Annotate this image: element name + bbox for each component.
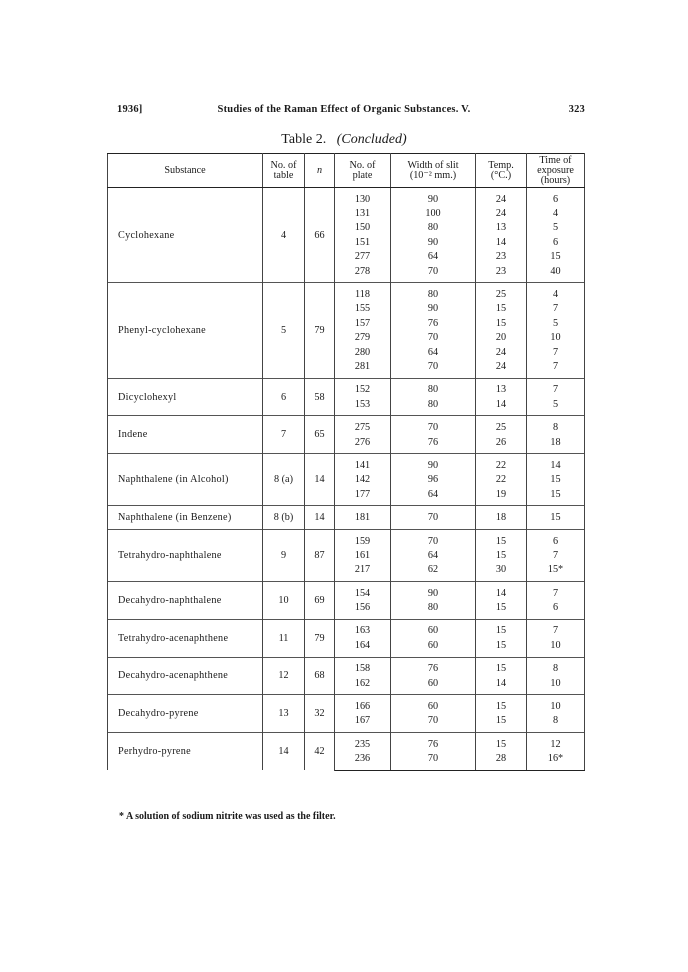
cell-temp: 14 — [476, 676, 527, 695]
cell-temp: 14 — [476, 397, 527, 416]
cell-temp: 24 — [476, 188, 527, 207]
page-number: 323 — [568, 104, 585, 115]
cell-exposure: 8 — [527, 657, 585, 676]
cell-substance: Perhydro-pyrene — [108, 733, 263, 771]
cell-temp: 25 — [476, 416, 527, 435]
cell-plate: 167 — [335, 714, 391, 733]
cell-plate: 141 — [335, 454, 391, 473]
cell-plate: 181 — [335, 506, 391, 529]
cell-slit-width: 100 — [391, 206, 476, 220]
table-caption — [0, 132, 688, 148]
cell-exposure: 4 — [527, 206, 585, 220]
cell-exposure: 10 — [527, 638, 585, 657]
cell-exposure: 8 — [527, 416, 585, 435]
cell-temp: 22 — [476, 454, 527, 473]
cell-temp: 13 — [476, 378, 527, 397]
cell-slit-width: 70 — [391, 331, 476, 345]
cell-slit-width: 60 — [391, 676, 476, 695]
cell-table-no: 14 — [263, 733, 305, 771]
cell-n: 87 — [305, 529, 335, 581]
table-row — [108, 416, 585, 435]
cell-substance: Naphthalene (in Alcohol) — [108, 454, 263, 506]
cell-n: 79 — [305, 619, 335, 657]
table-row — [108, 188, 585, 207]
cell-table-no: 5 — [263, 283, 305, 378]
cell-slit-width: 60 — [391, 695, 476, 714]
cell-temp: 15 — [476, 638, 527, 657]
cell-temp: 26 — [476, 435, 527, 454]
table-header-row — [108, 154, 585, 188]
cell-slit-width: 76 — [391, 316, 476, 330]
cell-table-no: 11 — [263, 619, 305, 657]
cell-n: 66 — [305, 188, 335, 283]
cell-table-no: 13 — [263, 695, 305, 733]
cell-slit-width: 60 — [391, 619, 476, 638]
cell-plate: 162 — [335, 676, 391, 695]
cell-exposure: 8 — [527, 714, 585, 733]
cell-n: 79 — [305, 283, 335, 378]
cell-exposure: 7 — [527, 302, 585, 316]
cell-slit-width: 80 — [391, 283, 476, 302]
cell-n: 65 — [305, 416, 335, 454]
cell-exposure: 15 — [527, 473, 585, 487]
cell-plate: 142 — [335, 473, 391, 487]
cell-plate: 156 — [335, 600, 391, 619]
cell-slit-width: 90 — [391, 581, 476, 600]
cell-temp: 30 — [476, 563, 527, 582]
cell-plate: 280 — [335, 345, 391, 359]
table-footnote: * A solution of sodium nitrite was used as the filter. — [119, 811, 336, 822]
cell-table-no: 6 — [263, 378, 305, 416]
cell-slit-width: 60 — [391, 638, 476, 657]
cell-temp: 20 — [476, 331, 527, 345]
cell-plate: 161 — [335, 548, 391, 562]
cell-temp: 15 — [476, 657, 527, 676]
running-header-year: 1936] — [117, 104, 143, 115]
raman-data-table — [107, 153, 585, 771]
cell-exposure: 5 — [527, 221, 585, 235]
cell-exposure: 10 — [527, 331, 585, 345]
cell-substance: Phenyl-cyclohexane — [108, 283, 263, 378]
cell-temp: 19 — [476, 487, 527, 506]
col-header-no-of-plate: No. of plate — [335, 154, 391, 188]
cell-exposure: 10 — [527, 676, 585, 695]
cell-substance: Decahydro-pyrene — [108, 695, 263, 733]
cell-slit-width: 70 — [391, 264, 476, 283]
cell-exposure: 18 — [527, 435, 585, 454]
cell-n: 14 — [305, 506, 335, 529]
cell-n: 14 — [305, 454, 335, 506]
cell-exposure: 14 — [527, 454, 585, 473]
cell-plate: 235 — [335, 733, 391, 752]
cell-slit-width: 62 — [391, 563, 476, 582]
cell-substance: Cyclohexane — [108, 188, 263, 283]
cell-temp: 15 — [476, 302, 527, 316]
cell-plate: 236 — [335, 752, 391, 771]
cell-temp: 18 — [476, 506, 527, 529]
table-row — [108, 657, 585, 676]
cell-slit-width: 80 — [391, 600, 476, 619]
cell-exposure: 40 — [527, 264, 585, 283]
cell-n: 68 — [305, 657, 335, 695]
cell-slit-width: 64 — [391, 250, 476, 264]
cell-substance: Decahydro-acenaphthene — [108, 657, 263, 695]
cell-slit-width: 70 — [391, 752, 476, 771]
cell-temp: 15 — [476, 619, 527, 638]
cell-exposure: 7 — [527, 359, 585, 378]
cell-exposure: 15 — [527, 250, 585, 264]
table-row — [108, 733, 585, 752]
cell-plate: 155 — [335, 302, 391, 316]
cell-n: 58 — [305, 378, 335, 416]
cell-exposure: 7 — [527, 619, 585, 638]
table-row — [108, 695, 585, 714]
cell-exposure: 7 — [527, 378, 585, 397]
cell-temp: 15 — [476, 733, 527, 752]
cell-temp: 14 — [476, 581, 527, 600]
cell-exposure: 15* — [527, 563, 585, 582]
cell-temp: 23 — [476, 250, 527, 264]
running-header-title: Studies of the Raman Effect of Organic Substances. V. — [217, 104, 471, 115]
cell-exposure: 6 — [527, 188, 585, 207]
table-row — [108, 529, 585, 548]
cell-table-no: 8 (b) — [263, 506, 305, 529]
cell-table-no: 4 — [263, 188, 305, 283]
cell-slit-width: 90 — [391, 188, 476, 207]
cell-temp: 15 — [476, 548, 527, 562]
cell-temp: 15 — [476, 695, 527, 714]
cell-n: 32 — [305, 695, 335, 733]
cell-plate: 166 — [335, 695, 391, 714]
cell-substance: Tetrahydro-naphthalene — [108, 529, 263, 581]
cell-plate: 131 — [335, 206, 391, 220]
cell-table-no: 12 — [263, 657, 305, 695]
cell-exposure: 7 — [527, 581, 585, 600]
cell-temp: 22 — [476, 473, 527, 487]
cell-exposure: 6 — [527, 529, 585, 548]
table-caption-concluded: (Concluded) — [336, 132, 407, 147]
col-header-exposure-time: Time of exposure (hours) — [527, 154, 585, 188]
cell-plate: 279 — [335, 331, 391, 345]
cell-substance: Tetrahydro-acenaphthene — [108, 619, 263, 657]
cell-plate: 217 — [335, 563, 391, 582]
cell-exposure: 15 — [527, 487, 585, 506]
cell-plate: 276 — [335, 435, 391, 454]
cell-n: 69 — [305, 581, 335, 619]
cell-slit-width: 96 — [391, 473, 476, 487]
cell-slit-width: 64 — [391, 548, 476, 562]
table-row — [108, 378, 585, 397]
cell-plate: 164 — [335, 638, 391, 657]
cell-exposure: 16* — [527, 752, 585, 771]
cell-slit-width: 70 — [391, 714, 476, 733]
cell-plate: 278 — [335, 264, 391, 283]
cell-slit-width: 90 — [391, 235, 476, 249]
cell-exposure: 15 — [527, 506, 585, 529]
cell-slit-width: 80 — [391, 378, 476, 397]
cell-substance: Decahydro-naphthalene — [108, 581, 263, 619]
cell-n: 42 — [305, 733, 335, 771]
cell-temp: 14 — [476, 235, 527, 249]
cell-substance: Dicyclohexyl — [108, 378, 263, 416]
cell-exposure: 12 — [527, 733, 585, 752]
cell-slit-width: 70 — [391, 359, 476, 378]
cell-temp: 23 — [476, 264, 527, 283]
cell-exposure: 5 — [527, 397, 585, 416]
cell-temp: 13 — [476, 221, 527, 235]
cell-slit-width: 76 — [391, 435, 476, 454]
col-header-substance: Substance — [108, 154, 263, 188]
cell-plate: 277 — [335, 250, 391, 264]
cell-temp: 15 — [476, 529, 527, 548]
cell-plate: 151 — [335, 235, 391, 249]
cell-slit-width: 90 — [391, 302, 476, 316]
col-header-no-of-table: No. of table — [263, 154, 305, 188]
cell-temp: 24 — [476, 345, 527, 359]
cell-exposure: 6 — [527, 235, 585, 249]
cell-slit-width: 80 — [391, 397, 476, 416]
table-row — [108, 581, 585, 600]
cell-table-no: 8 (a) — [263, 454, 305, 506]
table-row — [108, 506, 585, 529]
cell-temp: 24 — [476, 359, 527, 378]
col-header-width-of-slit: Width of slit (10⁻² mm.) — [391, 154, 476, 188]
cell-slit-width: 70 — [391, 529, 476, 548]
cell-plate: 159 — [335, 529, 391, 548]
cell-plate: 154 — [335, 581, 391, 600]
cell-slit-width: 64 — [391, 345, 476, 359]
cell-table-no: 9 — [263, 529, 305, 581]
cell-temp: 24 — [476, 206, 527, 220]
table-caption-label: Table 2. — [281, 132, 327, 147]
cell-plate: 152 — [335, 378, 391, 397]
cell-exposure: 4 — [527, 283, 585, 302]
cell-plate: 118 — [335, 283, 391, 302]
cell-temp: 15 — [476, 714, 527, 733]
cell-plate: 281 — [335, 359, 391, 378]
cell-table-no: 10 — [263, 581, 305, 619]
cell-exposure: 6 — [527, 600, 585, 619]
cell-plate: 157 — [335, 316, 391, 330]
cell-exposure: 7 — [527, 548, 585, 562]
cell-slit-width: 64 — [391, 487, 476, 506]
cell-plate: 177 — [335, 487, 391, 506]
cell-slit-width: 90 — [391, 454, 476, 473]
cell-temp: 15 — [476, 600, 527, 619]
cell-plate: 153 — [335, 397, 391, 416]
cell-plate: 130 — [335, 188, 391, 207]
table-row — [108, 619, 585, 638]
cell-exposure: 7 — [527, 345, 585, 359]
cell-plate: 163 — [335, 619, 391, 638]
col-header-temp: Temp. (°C.) — [476, 154, 527, 188]
cell-slit-width: 76 — [391, 657, 476, 676]
cell-plate: 150 — [335, 221, 391, 235]
table-row — [108, 283, 585, 302]
cell-temp: 15 — [476, 316, 527, 330]
cell-plate: 158 — [335, 657, 391, 676]
table-row — [108, 454, 585, 473]
cell-slit-width: 76 — [391, 733, 476, 752]
cell-table-no: 7 — [263, 416, 305, 454]
cell-substance: Naphthalene (in Benzene) — [108, 506, 263, 529]
cell-slit-width: 80 — [391, 221, 476, 235]
cell-slit-width: 70 — [391, 506, 476, 529]
cell-substance: Indene — [108, 416, 263, 454]
cell-exposure: 5 — [527, 316, 585, 330]
cell-plate: 275 — [335, 416, 391, 435]
cell-temp: 25 — [476, 283, 527, 302]
cell-slit-width: 70 — [391, 416, 476, 435]
cell-temp: 28 — [476, 752, 527, 771]
cell-exposure: 10 — [527, 695, 585, 714]
col-header-n: n — [305, 154, 335, 188]
